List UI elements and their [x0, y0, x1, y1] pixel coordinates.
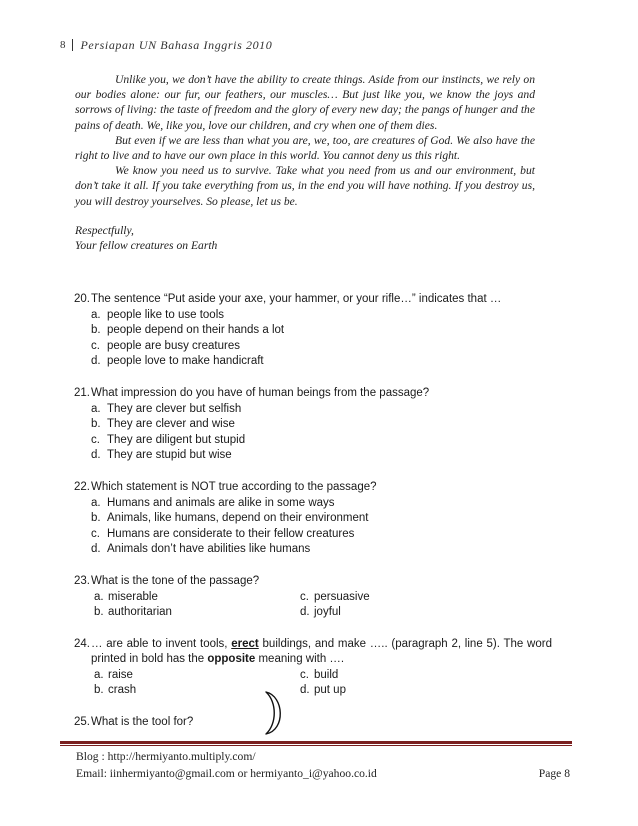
footer-page-label: Page 8: [538, 767, 570, 780]
question-list: [74, 292, 552, 747]
option-text: people are busy creatures: [107, 339, 240, 352]
answer-option: [91, 496, 552, 512]
option-letter: c.: [300, 668, 309, 681]
bold-underlined-word: erect: [231, 637, 259, 650]
passage-paragraph: But even if we are less than what you are, we, too, are creatures of God. We also have the right to live and to have our own place in this world. You cannot deny us this right.: [75, 133, 535, 163]
answer-option: [300, 683, 500, 699]
question-text-part: meaning with ….: [255, 653, 345, 666]
question-text-part: buildings, and make ….. (paragraph 2, line 5). The word printed in bold has the: [91, 637, 552, 666]
answer-option: [91, 511, 552, 527]
reading-passage: [75, 72, 535, 253]
closing-signature: Your fellow creatures on Earth: [75, 239, 218, 253]
option-letter: a.: [91, 402, 101, 415]
option-letter: c.: [91, 339, 100, 352]
option-letter: a.: [91, 496, 101, 509]
option-text: They are clever but selfish: [107, 402, 242, 415]
passage-paragraph: We know you need us to survive. Take what you need from us and our environment, but don’t take it all. If you take everything from us, in the end you will have nothing. If you destroy us, you will destroy yourselves. So please, let us be.: [75, 164, 535, 208]
option-letter: d.: [91, 543, 101, 556]
option-text: They are diligent but stupid: [107, 433, 246, 446]
page-header: [60, 36, 272, 54]
footer-rule: [60, 741, 572, 744]
answer-option: [91, 402, 552, 418]
passage-paragraph: Unlike you, we don’t have the ability to create things. Aside from our instincts, we rely on our bodies alone: our fur, our feathers, our muscles… But just like you, we know the joys and sorrows of living: the taste of freedom and the glory of every new day; the pangs of hunger and the pains of death. We, like you, love our children, and cry when one of them dies.: [75, 73, 535, 132]
question-text: Which statement is NOT true according to the passage?: [91, 480, 377, 493]
question-text: What is the tool for?: [91, 716, 194, 729]
question-20: [74, 292, 552, 370]
page-footer: [76, 748, 570, 782]
option-text: They are clever and wise: [107, 418, 235, 431]
crescent-moon-icon: [262, 690, 288, 736]
closing-salutation: Respectfully,: [75, 223, 134, 237]
answer-option: [94, 668, 300, 684]
option-letter: a.: [94, 590, 104, 603]
question-24: [74, 637, 552, 699]
option-text: miserable: [108, 590, 158, 603]
option-letter: a.: [94, 668, 104, 681]
question-number: 20.: [74, 293, 90, 305]
option-text: persuasive: [314, 590, 370, 603]
question-text: What impression do you have of human beings from the passage?: [91, 386, 430, 399]
question-number: 23.: [74, 574, 90, 587]
option-letter: b.: [91, 324, 101, 337]
question-number: 22.: [74, 480, 90, 493]
option-letter: d.: [91, 355, 101, 368]
question-text: What is the tone of the passage?: [91, 574, 260, 587]
question-text-part: … are able to invent tools,: [91, 637, 232, 650]
question-25: [74, 715, 552, 731]
footer-email: Email: iinhermiyanto@gmail.com or hermiyanto_i@yahoo.co.id: [76, 767, 377, 780]
option-letter: d.: [300, 684, 310, 697]
answer-option: [91, 417, 552, 433]
passage-closing: [75, 223, 535, 253]
answer-option: [91, 433, 552, 449]
option-text: Animals don’t have abilities like humans: [107, 543, 311, 556]
answer-option: [91, 323, 552, 339]
option-text: Humans are considerate to their fellow creatures: [107, 527, 355, 540]
answer-option: [91, 354, 552, 370]
option-text: Animals, like humans, depend on their environment: [107, 512, 369, 525]
answer-option: [91, 308, 552, 324]
option-text: They are stupid but wise: [107, 449, 232, 462]
bold-word: opposite: [207, 653, 256, 666]
option-letter: d.: [300, 606, 310, 619]
option-text: put up: [314, 684, 346, 697]
option-letter: c.: [300, 590, 309, 603]
question-number: 25.: [74, 716, 90, 729]
question-number: 24.: [74, 637, 90, 650]
answer-option: [91, 339, 552, 355]
footer-blog: Blog : http://hermiyanto.multiply.com/: [76, 750, 256, 763]
option-letter: b.: [91, 512, 101, 525]
answer-option: [94, 590, 300, 606]
answer-option: [91, 542, 552, 558]
option-text: authoritarian: [108, 606, 172, 619]
option-text: build: [314, 668, 339, 681]
header-title: Persiapan UN Bahasa Inggris 2010: [80, 37, 273, 52]
option-text: joyful: [314, 606, 341, 619]
option-text: Humans and animals are alike in some ways: [107, 496, 335, 509]
answer-option: [94, 605, 300, 621]
question-text: [91, 637, 552, 668]
option-letter: a.: [91, 308, 101, 321]
option-letter: d.: [91, 449, 101, 462]
option-letter: b.: [91, 418, 101, 431]
answer-option: [300, 668, 500, 684]
answer-option: [300, 605, 500, 621]
question-text: The sentence “Put aside your axe, your hammer, or your rifle…” indicates that …: [91, 293, 502, 305]
question-21: [74, 386, 552, 464]
option-text: people love to make handicraft: [107, 355, 264, 368]
option-text: people depend on their hands a lot: [107, 324, 285, 337]
option-letter: c.: [91, 433, 100, 446]
answer-option: [91, 527, 552, 543]
question-number: 21.: [74, 386, 90, 399]
question-23: [74, 574, 552, 621]
question-22: [74, 480, 552, 558]
header-page-number: 8: [60, 39, 73, 51]
answer-option: [91, 448, 552, 464]
option-letter: b.: [94, 684, 104, 697]
option-letter: c.: [91, 527, 100, 540]
answer-option: [300, 590, 500, 606]
option-letter: b.: [94, 606, 104, 619]
option-text: people like to use tools: [107, 308, 224, 321]
footer-rule-thin: [60, 745, 572, 746]
option-text: raise: [108, 668, 133, 681]
option-text: crash: [108, 684, 137, 697]
